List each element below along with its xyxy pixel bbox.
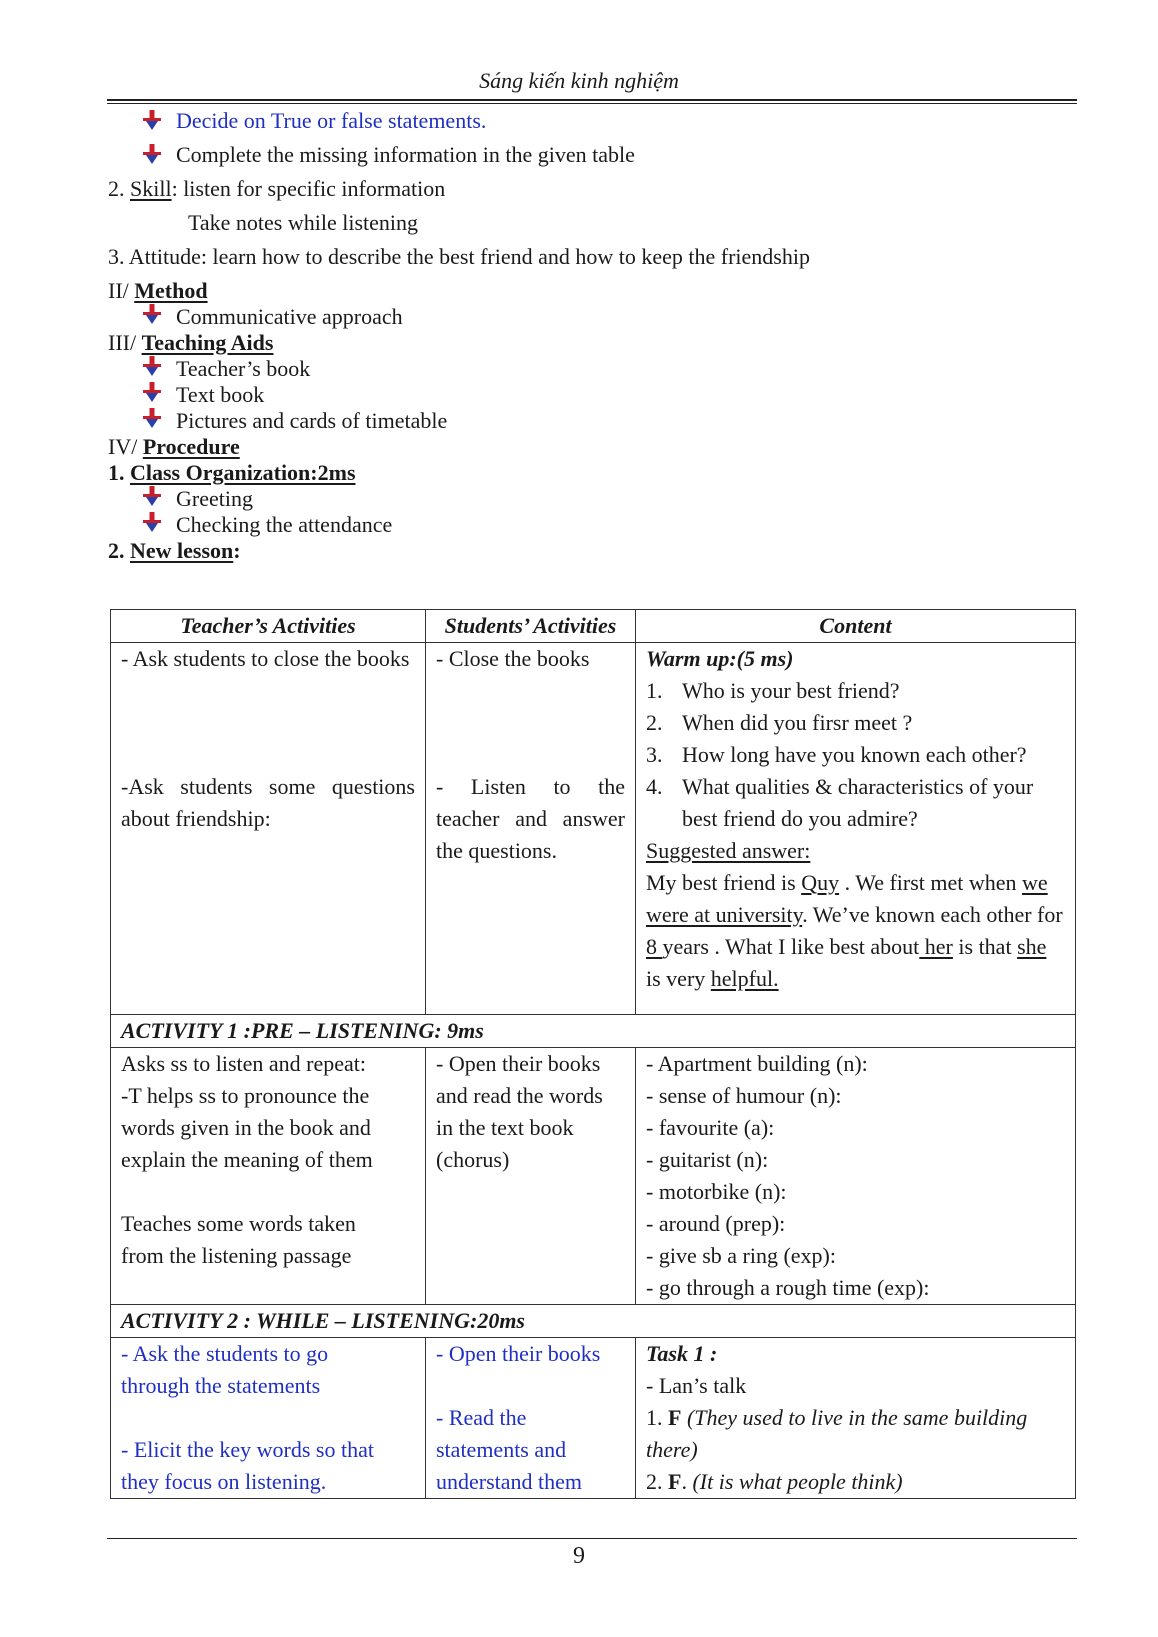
activity1-teacher-cell xyxy=(111,1048,426,1305)
text-line: through the statements xyxy=(121,1373,321,1398)
header-rule-thin xyxy=(107,103,1077,104)
warmup-content-cell xyxy=(636,643,1076,1015)
text-line: - Read the xyxy=(436,1405,527,1430)
text-line: statements and xyxy=(436,1437,567,1462)
list-item: 3. How long have you known each other? xyxy=(646,742,1027,767)
warmup-student-text: - Listen to the teacher and answer the questions. xyxy=(436,774,625,863)
warmup-student-text: - Close the books xyxy=(436,646,590,671)
text-line: - Open their books xyxy=(436,1051,601,1076)
vocab-item: - around (prep): xyxy=(646,1211,786,1236)
header-title: Sáng kiến kinh nghiệm xyxy=(479,68,679,93)
task-answer: 1. F (They used to live in the same building there) xyxy=(646,1405,1028,1462)
list-item: 1. Who is your best friend? xyxy=(646,678,900,703)
teaching-aids-heading: III/ Teaching Aids xyxy=(108,330,274,355)
table-row xyxy=(111,1338,1076,1499)
warmup-student-cell xyxy=(426,643,636,1015)
text-line: in the text book xyxy=(436,1115,574,1140)
objective-item: Complete the missing information in the given table xyxy=(176,142,635,167)
aids-item: Text book xyxy=(176,382,265,407)
task-answer: 2. F. (It is what people think) xyxy=(646,1469,903,1494)
text-line: understand them xyxy=(436,1469,583,1494)
table-header-row xyxy=(111,610,1076,643)
footer-rule xyxy=(107,1538,1077,1539)
suggested-answer-text: My best friend is Quy . We first met when we were at university. We’ve known each other for 8 years . What I like best about her is that she is very helpful. xyxy=(646,870,1063,991)
suggested-answer-label: Suggested answer: xyxy=(646,838,811,863)
vocab-item: - guitarist (n): xyxy=(646,1147,769,1172)
vocab-item: - sense of humour (n): xyxy=(646,1083,842,1108)
text-line: Asks ss to listen and repeat: xyxy=(121,1051,367,1076)
warmup-teacher-cell xyxy=(111,643,426,1015)
list-item: 4. What qualities & characteristics of your best friend do you admire? xyxy=(646,774,1034,831)
arrow-bullet-icon xyxy=(142,408,162,430)
skill-label: Skill xyxy=(130,176,172,201)
text-line: (chorus) xyxy=(436,1147,510,1172)
new-lesson-heading: 2. New lesson: xyxy=(108,538,241,563)
warmup-teacher-text: - Ask students to close the books xyxy=(121,646,410,671)
attitude-line: 3. Attitude: learn how to describe the best friend and how to keep the friendship xyxy=(108,244,810,269)
header-students-activities: Students’ Activities xyxy=(426,610,636,643)
arrow-bullet-icon xyxy=(142,512,162,534)
list-item: 2. When did you firsr meet ? xyxy=(646,710,913,735)
text-line: -T helps ss to pronounce the xyxy=(121,1083,370,1108)
activity-row xyxy=(111,1305,1076,1338)
lesson-table xyxy=(110,609,1076,1499)
class-organization-heading: 1. Class Organization:2ms xyxy=(108,460,356,485)
arrow-bullet-icon xyxy=(142,356,162,378)
aids-item: Teacher’s book xyxy=(176,356,311,381)
header-teacher-activities: Teacher’s Activities xyxy=(111,610,426,643)
method-heading: II/ Method xyxy=(108,278,208,303)
activity-row xyxy=(111,1015,1076,1048)
method-item: Communicative approach xyxy=(176,304,403,329)
vocab-item: - go through a rough time (exp): xyxy=(646,1275,930,1300)
talk-label: - Lan’s talk xyxy=(646,1373,747,1398)
activity1-student-cell xyxy=(426,1048,636,1305)
activity1-title: ACTIVITY 1 :PRE – LISTENING: 9ms xyxy=(111,1015,1076,1048)
text-line: Teaches some words taken xyxy=(121,1211,356,1236)
task-title: Task 1 : xyxy=(646,1341,718,1366)
arrow-bullet-icon xyxy=(142,382,162,404)
class-org-item: Greeting xyxy=(176,486,253,511)
arrow-bullet-icon xyxy=(142,110,162,132)
text-line: - Open their books xyxy=(436,1341,601,1366)
activity2-student-cell xyxy=(426,1338,636,1499)
text-line: words given in the book and xyxy=(121,1115,371,1140)
activity1-vocab-cell xyxy=(636,1048,1076,1305)
header-rule xyxy=(107,99,1077,101)
text-line: they focus on listening. xyxy=(121,1469,327,1494)
warmup-question-list xyxy=(646,675,1065,835)
table-row xyxy=(111,1048,1076,1305)
text-line: from the listening passage xyxy=(121,1243,352,1268)
text-line: explain the meaning of them xyxy=(121,1147,373,1172)
activity2-teacher-cell xyxy=(111,1338,426,1499)
text-line: - Ask the students to go xyxy=(121,1341,329,1366)
activity2-content-cell xyxy=(636,1338,1076,1499)
class-org-item: Checking the attendance xyxy=(176,512,393,537)
skill-line-2: Take notes while listening xyxy=(188,210,419,235)
skill-line: 2. Skill: listen for specific information xyxy=(108,176,446,201)
arrow-bullet-icon xyxy=(142,304,162,326)
vocab-item: - favourite (a): xyxy=(646,1115,775,1140)
page-number: 9 xyxy=(573,1543,585,1569)
warmup-teacher-text: -Ask students some questions about friendship: xyxy=(121,774,415,831)
text-line: - Elicit the key words so that xyxy=(121,1437,374,1462)
procedure-heading: IV/ Procedure xyxy=(108,434,240,459)
header-content: Content xyxy=(636,610,1076,643)
text-line: and read the words xyxy=(436,1083,603,1108)
vocab-item: - give sb a ring (exp): xyxy=(646,1243,836,1268)
activity2-title: ACTIVITY 2 : WHILE – LISTENING:20ms xyxy=(111,1305,1076,1338)
objective-item: Decide on True or false statements. xyxy=(176,108,487,133)
warmup-title: Warm up:(5 ms) xyxy=(646,646,794,671)
vocab-item: - motorbike (n): xyxy=(646,1179,787,1204)
aids-item: Pictures and cards of timetable xyxy=(176,408,448,433)
table-row xyxy=(111,643,1076,1015)
arrow-bullet-icon xyxy=(142,486,162,508)
vocab-item: - Apartment building (n): xyxy=(646,1051,868,1076)
arrow-bullet-icon xyxy=(142,144,162,166)
